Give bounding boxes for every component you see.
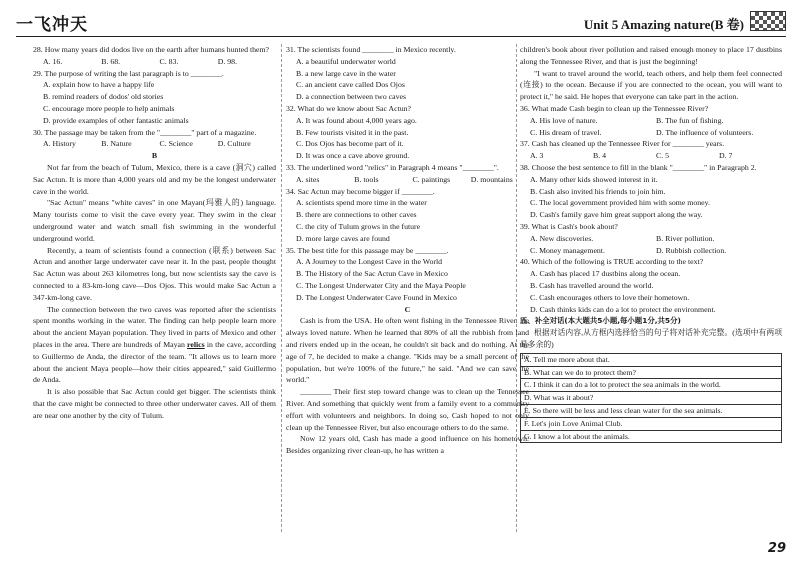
option: D. It was once a cave above ground. (296, 151, 410, 161)
question-31: 31. The scientists found ________ in Mexico recently. (286, 45, 456, 54)
question-32: 32. What do we know about Sac Actun? (286, 103, 412, 113)
passage-paragraph: Recently, a team of scientists found a connection (联系) between Sac Actun and another large underwater cave near it. In the past, people thought Sac Actun was about 263 kilometres long, but now scientists say the cave is connected to a 83-km-long cave—Dos Ojos. This would make Sac Actun a 347-km-long cave. (33, 245, 276, 302)
section-c-heading: C (404, 304, 411, 314)
option: A. It was found about 4,000 years ago. (296, 115, 417, 125)
dialogue-options-box (520, 353, 782, 444)
option: A. His love of nature. (530, 115, 598, 125)
option: C. 83. (159, 56, 179, 66)
option: C. an ancient cave called Dos Ojos (296, 80, 405, 90)
question-38: 38. Choose the best sentence to fill in the blank "________" in Paragraph 2. (520, 162, 757, 172)
page-number: 29 (767, 541, 786, 556)
question-36: 36. What made Cash begin to clean up the Tennessee River? (520, 103, 709, 113)
question-34: 34. Sac Actun may become bigger if ________. (286, 186, 435, 196)
passage-paragraph: Not far from the beach of Tulum, Mexico, there is a cave (洞穴) called Sac Actun. It is more than 4,000 years old and my be the longest underwater cave in the world. (33, 162, 276, 196)
option: C. Cash encourages others to love their hometown. (530, 292, 690, 302)
option: A. New discoveries. (530, 233, 594, 243)
passage-paragraph (33, 304, 276, 387)
option: B. 68. (101, 56, 121, 66)
passage-paragraph: It is also possible that Sac Actun could get bigger. The scientists think that the cave might be connected to three other underwater caves. All of them are near one another by the city of Tulum. (33, 387, 276, 420)
question-36-options (520, 115, 782, 127)
option: C. Dos Ojos has become part of it. (296, 139, 404, 149)
header (16, 8, 786, 38)
brand-logo: 一飞冲天 (16, 15, 88, 35)
question-29: 29. The purpose of writing the last paragraph is to ________. (33, 68, 224, 78)
dialogue-option: B. What can we do to protect them? (521, 367, 781, 380)
option: A. a beautiful underwater world (296, 56, 396, 66)
option: D. Culture (217, 139, 251, 149)
option: D. The influence of volunteers. (656, 127, 754, 137)
option: C. 5 (656, 151, 669, 161)
question-30-options (33, 138, 276, 150)
option: D. Cash's family gave him great support along the way. (530, 210, 703, 220)
option: C. encourage more people to help animals (43, 103, 175, 113)
column-left (33, 44, 276, 422)
question-40: 40. Which of the following is TRUE according to the text? (520, 257, 704, 267)
option: C. paintings (412, 174, 451, 184)
passage-paragraph: Now 12 years old, Cash has made a good influence on his hometown. Besides organizing river clean-up, he has written a (286, 434, 529, 456)
checker-icon (750, 11, 786, 31)
header-divider (16, 36, 786, 37)
question-37: 37. Cash has cleaned up the Tennessee River for ________ years. (520, 139, 725, 149)
question-36-options (520, 127, 782, 139)
option: B. Nature (101, 139, 132, 149)
dialogue-option: G. I know a lot about the animals. (524, 431, 630, 441)
option: B. Cash also invited his friends to join him. (530, 186, 666, 196)
option: B. remind readers of dodos' old stories (43, 92, 164, 102)
option: D. more large caves are found (296, 233, 390, 243)
option: B. there are connections to other caves (296, 210, 417, 220)
option: D. The Longest Underwater Cave Found in Mexico (296, 292, 457, 302)
option: A. scientists spend more time in the water (296, 198, 427, 208)
column-divider (281, 44, 282, 532)
dialogue-option: D. What was it about? (521, 392, 781, 405)
option: D. mountains (470, 174, 513, 184)
option: B. River pollution. (656, 233, 715, 243)
passage-paragraph: Cash is from the USA. He often went fishing in the Tennessee River. He always loved nature. When he learned that 80% of all the rubbish from land and rivers ended up in the ocean, he couldn't sit back and do nothing. At the age of 7, he decided to make a change. "Kids may be a small percent of the population, but we're 100% of the future," he said. "And we can save the world." (286, 316, 529, 385)
option: D. 98. (217, 56, 238, 66)
text-run: The connection between the two caves was reported after the scientists spent months working in the water. The finding can help people learn more about the ancient Mayan population. They lived in parts of Mexico and other places in the area. There are hundreds of Mayan (33, 304, 276, 349)
question-28-options (33, 56, 276, 68)
section-five-instruction: 根据对话内容,从方框内选择恰当的句子将对话补充完整。(选项中有两项是多余的) (520, 328, 782, 349)
option: A. Many other kids showed interest in it. (530, 174, 658, 184)
option: C. Science (159, 139, 193, 149)
option: B. 4 (593, 151, 606, 161)
text-run: in the cave, according to Guillermo de Anda, the director of the team. "It allows us to learn more about the ancient Maya people—how their cities appeared," said Guillermo de Anda. (33, 339, 276, 385)
column-right (520, 44, 782, 443)
option: B. tools (354, 174, 379, 184)
dialogue-option: F. Let's join Love Animal Club. (521, 418, 781, 431)
option: B. The History of the Sac Actun Cave in Mexico (296, 269, 448, 279)
dialogue-option: A. Tell me more about that. (521, 354, 781, 367)
option: A. 3 (530, 151, 544, 161)
question-39-options (520, 245, 782, 257)
dialogue-option: C. I think it can do a lot to protect the sea animals in the world. (521, 379, 781, 392)
section-b-heading: B (151, 151, 158, 161)
underlined-word: relics (187, 339, 205, 349)
option: D. provide examples of other fantastic animals (43, 115, 189, 125)
option: B. Cash has travelled around the world. (530, 280, 654, 290)
question-30: 30. The passage may be taken from the "________" part of a magazine. (33, 127, 257, 137)
unit-title: Unit 5 Amazing nature(B 卷) (583, 17, 744, 32)
option: C. The Longest Underwater City and the Maya People (296, 280, 466, 290)
question-37-options (520, 150, 782, 162)
option: B. a new large cave in the water (296, 68, 396, 78)
option: A. sites (296, 174, 320, 184)
question-33: 33. The underlined word "relics" in Paragraph 4 means "________". (286, 162, 499, 172)
section-five-heading: 五、补全对话(本大题共5小题,每小题1分,共5分) (520, 316, 681, 326)
question-39-options (520, 233, 782, 245)
option: A. History (43, 139, 76, 149)
option: C. His dream of travel. (530, 127, 602, 137)
question-35: 35. The best title for this passage may be ________. (286, 245, 449, 255)
option: C. The local government provided him with some money. (530, 198, 710, 208)
question-39: 39. What is Cash's book about? (520, 221, 618, 231)
option: C. Money management. (530, 245, 605, 255)
column-middle (286, 44, 529, 457)
question-28: 28. How many years did dodos live on the earth after humans hunted them? (33, 45, 270, 54)
option: D. 7 (719, 151, 733, 161)
question-33-options (286, 174, 529, 186)
passage-paragraph: ________ Their first step toward change was to clean up the Tennessee River. And something that quickly went from a family event to a community effort with volunteers and neighbors. In doing so, Cash hoped to not only clean up the Tennessee River, but also encourage others to do the same. (286, 387, 529, 432)
option: A. explain how to have a happy life (43, 80, 155, 90)
passage-paragraph: children's book about river pollution and raised enough money to place 17 dustbins along the Tennessee River, and that is just the beginning! (520, 45, 782, 66)
dialogue-option: E. So there will be less and less clean water for the sea animals. (521, 405, 781, 418)
option: D. Cash thinks kids can do a lot to protect the environment. (530, 304, 716, 314)
option: A. Cash has placed 17 dustbins along the ocean. (530, 269, 681, 279)
option: A. A Journey to the Longest Cave in the World (296, 257, 443, 267)
passage-paragraph: "I want to travel around the world, teach others, and help them feel connected (连接) to the ocean. Because if you are connected to the ocean, you will want to protect it," he said. He hopes that everyone can take part in the action. (520, 68, 782, 102)
option: A. 16. (43, 56, 63, 66)
option: D. a connection between two caves (296, 92, 406, 102)
option: C. the city of Tulum grows in the future (296, 221, 421, 231)
option: B. The fun of fishing. (656, 115, 724, 125)
option: D. Rubbish collection. (656, 245, 727, 255)
passage-paragraph: "Sac Actun" means "white caves" in one Mayan(玛雅人的) language. Many tourists come to visit the cave every year. They swim in the clear underground water and watch small fish swimming in the wonderful underground world. (33, 198, 276, 243)
option: B. Few tourists visited it in the past. (296, 127, 409, 137)
